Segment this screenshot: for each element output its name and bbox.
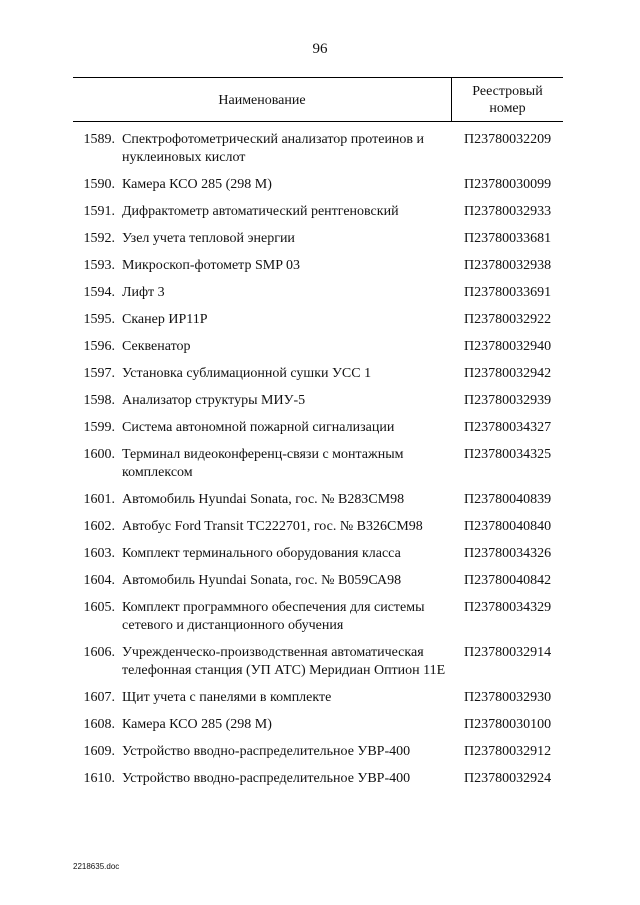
header-name: Наименование <box>73 78 452 121</box>
row-number: 1592. <box>83 231 115 246</box>
row-number: 1601. <box>83 492 115 507</box>
header-reg-line1: Реестровый <box>472 83 543 99</box>
page-number: 96 <box>312 41 328 57</box>
row-number: 1591. <box>83 204 115 219</box>
row-name: Терминал видеоконференц-связи с монтажным комплексом <box>122 447 404 480</box>
row-number: 1596. <box>83 339 115 354</box>
table-row <box>73 491 563 509</box>
row-name: Система автономной пожарной сигнализации <box>122 420 395 435</box>
row-registry-number: П23780034327 <box>464 420 552 435</box>
row-registry-number: П23780032933 <box>464 204 552 219</box>
table-row <box>73 365 563 383</box>
row-registry-number: П23780040842 <box>464 573 552 588</box>
table-row <box>73 644 563 680</box>
table-header <box>73 77 563 122</box>
row-registry-number: П23780030099 <box>464 177 552 192</box>
footer-doc-name: 2218635.doc <box>73 862 120 871</box>
row-name: Установка сублимационной сушки УСС 1 <box>122 366 372 381</box>
row-registry-number: П23780032209 <box>464 132 552 147</box>
row-registry-number: П23780032930 <box>464 690 552 705</box>
row-registry-number: П23780032942 <box>464 366 552 381</box>
table-row <box>73 176 563 194</box>
row-name: Устройство вводно-распределительное УВР-400 <box>122 744 411 759</box>
table-row <box>73 338 563 356</box>
row-number: 1597. <box>83 366 115 381</box>
row-registry-number: П23780032922 <box>464 312 552 327</box>
table-row <box>73 572 563 590</box>
table-row <box>73 257 563 275</box>
row-name: Камера КСО 285 (298 М) <box>122 177 272 192</box>
row-registry-number: П23780030100 <box>464 717 552 732</box>
header-reg-line2: номер <box>489 100 526 116</box>
row-number: 1595. <box>83 312 115 327</box>
row-number: 1598. <box>83 393 115 408</box>
row-registry-number: П23780034326 <box>464 546 552 561</box>
row-number: 1599. <box>83 420 115 435</box>
row-registry-number: П23780033681 <box>464 231 552 246</box>
table-row <box>73 599 563 635</box>
row-number: 1594. <box>83 285 115 300</box>
row-number: 1607. <box>83 690 115 705</box>
row-number: 1593. <box>83 258 115 273</box>
row-number: 1589. <box>83 132 115 147</box>
row-registry-number: П23780032940 <box>464 339 552 354</box>
row-name: Комплект терминального оборудования класса <box>122 546 401 561</box>
row-number: 1600. <box>83 447 115 462</box>
row-registry-number: П23780034329 <box>464 600 552 615</box>
row-name: Узел учета тепловой энергии <box>122 231 295 246</box>
table-row <box>73 419 563 437</box>
row-name: Щит учета с панелями в комплекте <box>122 690 332 705</box>
row-number: 1610. <box>83 771 115 786</box>
row-registry-number: П23780032938 <box>464 258 552 273</box>
row-name: Сканер ИР11Р <box>122 312 208 327</box>
row-registry-number: П23780032924 <box>464 771 552 786</box>
table-row <box>73 284 563 302</box>
row-registry-number: П23780032912 <box>464 744 552 759</box>
table-row <box>73 743 563 761</box>
row-registry-number: П23780040839 <box>464 492 552 507</box>
row-name: Секвенатор <box>122 339 191 354</box>
row-name: Дифрактометр автоматический рентгеновский <box>122 204 399 219</box>
table-row <box>73 689 563 707</box>
row-name: Камера КСО 285 (298 М) <box>122 717 272 732</box>
table-row <box>73 716 563 734</box>
row-name: Учрежденческо-производственная автоматическая телефонная станция (УП АТС) Меридиан Оптион 11Е <box>122 645 446 678</box>
registry-table <box>73 77 563 788</box>
row-registry-number: П23780034325 <box>464 447 552 462</box>
row-name: Автомобиль Hyundai Sonata, гос. № В283СМ98 <box>122 492 405 507</box>
row-number: 1609. <box>83 744 115 759</box>
row-number: 1608. <box>83 717 115 732</box>
row-name: Спектрофотометрический анализатор протеинов и нуклеиновых кислот <box>122 132 425 165</box>
row-registry-number: П23780040840 <box>464 519 552 534</box>
table-row <box>73 446 563 482</box>
row-name: Лифт 3 <box>122 285 165 300</box>
row-registry-number: П23780032914 <box>464 645 552 660</box>
table-row <box>73 392 563 410</box>
row-number: 1590. <box>83 177 115 192</box>
row-name: Автобус Ford Transit ТС222701, гос. № В326СМ98 <box>122 519 423 534</box>
table-row <box>73 230 563 248</box>
row-name: Анализатор структуры МИУ-5 <box>122 393 306 408</box>
row-number: 1606. <box>83 645 115 660</box>
table-body <box>73 131 563 788</box>
table-row <box>73 770 563 788</box>
row-registry-number: П23780032939 <box>464 393 552 408</box>
row-name: Комплект программного обеспечения для системы сетевого и дистанционного обучения <box>122 600 425 633</box>
header-registry-number <box>452 78 563 121</box>
table-row <box>73 518 563 536</box>
table-row <box>73 311 563 329</box>
row-number: 1605. <box>83 600 115 615</box>
row-name: Микроскоп-фотометр SMP 03 <box>122 258 300 273</box>
table-row <box>73 203 563 221</box>
row-name: Устройство вводно-распределительное УВР-400 <box>122 771 411 786</box>
table-row <box>73 131 563 167</box>
row-registry-number: П23780033691 <box>464 285 552 300</box>
row-number: 1603. <box>83 546 115 561</box>
row-number: 1602. <box>83 519 115 534</box>
row-number: 1604. <box>83 573 115 588</box>
table-row <box>73 545 563 563</box>
row-name: Автомобиль Hyundai Sonata, гос. № В059СА98 <box>122 573 402 588</box>
